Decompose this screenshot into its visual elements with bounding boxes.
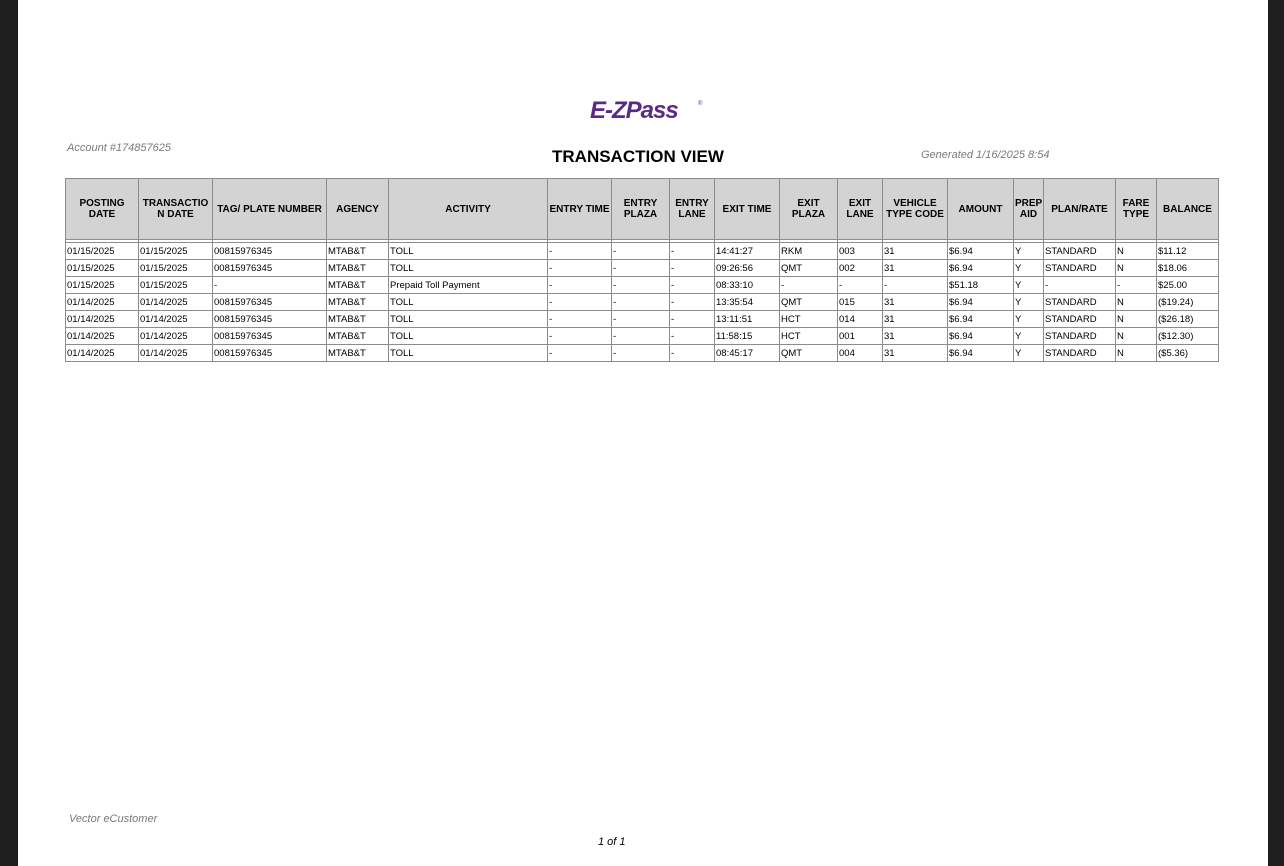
- table-cell: N: [1116, 243, 1157, 260]
- table-cell: ($5.36): [1157, 345, 1219, 362]
- table-cell: 01/14/2025: [66, 345, 139, 362]
- table-cell: -: [548, 294, 612, 311]
- table-cell: 08:45:17: [715, 345, 780, 362]
- column-header: VEHICLE TYPE CODE: [883, 179, 948, 240]
- table-cell: STANDARD: [1044, 294, 1116, 311]
- table-cell: TOLL: [389, 294, 548, 311]
- table-cell: -: [612, 260, 670, 277]
- table-cell: 31: [883, 243, 948, 260]
- footer-app-name: Vector eCustomer: [69, 813, 158, 825]
- table-cell: -: [1116, 277, 1157, 294]
- table-cell: QMT: [780, 260, 838, 277]
- table-cell: -: [548, 243, 612, 260]
- table-cell: 13:11:51: [715, 311, 780, 328]
- ezpass-logo: [588, 96, 708, 124]
- table-cell: 14:41:27: [715, 243, 780, 260]
- table-cell: 00815976345: [213, 260, 327, 277]
- table-cell: 13:35:54: [715, 294, 780, 311]
- table-cell: 01/14/2025: [66, 294, 139, 311]
- table-cell: TOLL: [389, 345, 548, 362]
- table-row: [66, 311, 1219, 328]
- table-cell: 00815976345: [213, 311, 327, 328]
- table-row: [66, 345, 1219, 362]
- table-cell: ($12.30): [1157, 328, 1219, 345]
- table-cell: TOLL: [389, 243, 548, 260]
- table-row: [66, 294, 1219, 311]
- table-row: [66, 328, 1219, 345]
- table-cell: Y: [1014, 243, 1044, 260]
- table-cell: 01/14/2025: [139, 311, 213, 328]
- table-cell: $6.94: [948, 311, 1014, 328]
- table-cell: ($19.24): [1157, 294, 1219, 311]
- table-cell: STANDARD: [1044, 345, 1116, 362]
- table-cell: MTAB&T: [327, 311, 389, 328]
- table-cell: STANDARD: [1044, 328, 1116, 345]
- page-title: TRANSACTION VIEW: [552, 147, 724, 166]
- table-cell: 00815976345: [213, 294, 327, 311]
- table-cell: -: [780, 277, 838, 294]
- column-header: ACTIVITY: [389, 179, 548, 240]
- table-cell: -: [670, 260, 715, 277]
- table-cell: 014: [838, 311, 883, 328]
- column-header: ENTRY TIME: [548, 179, 612, 240]
- table-cell: 31: [883, 260, 948, 277]
- table-cell: 01/14/2025: [66, 328, 139, 345]
- table-cell: 00815976345: [213, 328, 327, 345]
- table-cell: MTAB&T: [327, 243, 389, 260]
- table-cell: Prepaid Toll Payment: [389, 277, 548, 294]
- svg-text:®: ®: [698, 101, 703, 107]
- column-header: ENTRY LANE: [670, 179, 715, 240]
- table-cell: MTAB&T: [327, 277, 389, 294]
- table-cell: -: [670, 328, 715, 345]
- table-cell: 08:33:10: [715, 277, 780, 294]
- table-cell: 01/15/2025: [66, 260, 139, 277]
- page-number: 1 of 1: [598, 836, 626, 848]
- table-cell: 00815976345: [213, 345, 327, 362]
- generated-timestamp: Generated 1/16/2025 8:54: [921, 149, 1050, 161]
- table-cell: -: [838, 277, 883, 294]
- table-cell: Y: [1014, 277, 1044, 294]
- table-cell: Y: [1014, 328, 1044, 345]
- column-header: POSTING DATE: [66, 179, 139, 240]
- table-cell: STANDARD: [1044, 260, 1116, 277]
- table-cell: 31: [883, 345, 948, 362]
- table-cell: -: [213, 277, 327, 294]
- table-cell: $6.94: [948, 328, 1014, 345]
- table-cell: -: [670, 277, 715, 294]
- table-cell: -: [548, 345, 612, 362]
- table-cell: MTAB&T: [327, 260, 389, 277]
- table-cell: RKM: [780, 243, 838, 260]
- table-cell: -: [612, 345, 670, 362]
- table-cell: $6.94: [948, 243, 1014, 260]
- table-cell: MTAB&T: [327, 345, 389, 362]
- table-cell: -: [548, 328, 612, 345]
- table-cell: -: [670, 311, 715, 328]
- table-cell: -: [612, 328, 670, 345]
- column-header: EXIT LANE: [838, 179, 883, 240]
- column-header: TAG/ PLATE NUMBER: [213, 179, 327, 240]
- table-cell: -: [1044, 277, 1116, 294]
- table-cell: TOLL: [389, 260, 548, 277]
- table-row: [66, 260, 1219, 277]
- table-cell: 01/14/2025: [139, 345, 213, 362]
- table-cell: HCT: [780, 328, 838, 345]
- table-cell: -: [548, 277, 612, 294]
- table-cell: $25.00: [1157, 277, 1219, 294]
- table-cell: STANDARD: [1044, 311, 1116, 328]
- column-header: TRANSACTIO N DATE: [139, 179, 213, 240]
- table-cell: HCT: [780, 311, 838, 328]
- table-cell: 01/14/2025: [139, 294, 213, 311]
- table-cell: 01/15/2025: [139, 243, 213, 260]
- table-cell: -: [548, 311, 612, 328]
- table-cell: 31: [883, 328, 948, 345]
- table-cell: Y: [1014, 311, 1044, 328]
- table-header-row: [66, 179, 1219, 240]
- table-cell: 01/15/2025: [66, 243, 139, 260]
- table-cell: 01/15/2025: [139, 277, 213, 294]
- table-cell: 09:26:56: [715, 260, 780, 277]
- table-cell: $18.06: [1157, 260, 1219, 277]
- table-cell: Y: [1014, 294, 1044, 311]
- viewer-frame-left: [0, 0, 18, 866]
- table-cell: -: [670, 345, 715, 362]
- document-page: [18, 0, 1268, 866]
- column-header: AGENCY: [327, 179, 389, 240]
- table-cell: 31: [883, 294, 948, 311]
- table-cell: 015: [838, 294, 883, 311]
- table-cell: 003: [838, 243, 883, 260]
- account-number: Account #174857625: [67, 142, 171, 154]
- table-cell: 00815976345: [213, 243, 327, 260]
- table-cell: Y: [1014, 260, 1044, 277]
- table-cell: 001: [838, 328, 883, 345]
- table-cell: 11:58:15: [715, 328, 780, 345]
- table-cell: -: [612, 243, 670, 260]
- column-header: EXIT PLAZA: [780, 179, 838, 240]
- table-row: [66, 243, 1219, 260]
- column-header: ENTRY PLAZA: [612, 179, 670, 240]
- table-cell: -: [612, 294, 670, 311]
- table-cell: -: [670, 243, 715, 260]
- table-cell: MTAB&T: [327, 294, 389, 311]
- table-cell: -: [548, 260, 612, 277]
- column-header: AMOUNT: [948, 179, 1014, 240]
- table-cell: $51.18: [948, 277, 1014, 294]
- table-cell: 31: [883, 311, 948, 328]
- table-cell: N: [1116, 328, 1157, 345]
- viewer-frame-right: [1268, 0, 1284, 866]
- column-header: EXIT TIME: [715, 179, 780, 240]
- table-cell: -: [670, 294, 715, 311]
- table-cell: -: [883, 277, 948, 294]
- table-cell: QMT: [780, 345, 838, 362]
- table-row: [66, 277, 1219, 294]
- table-cell: 01/14/2025: [66, 311, 139, 328]
- table-cell: 01/15/2025: [139, 260, 213, 277]
- table-cell: N: [1116, 345, 1157, 362]
- table-cell: $11.12: [1157, 243, 1219, 260]
- table-cell: 01/15/2025: [66, 277, 139, 294]
- column-header: BALANCE: [1157, 179, 1219, 240]
- table-cell: 002: [838, 260, 883, 277]
- column-header: PREP AID: [1014, 179, 1044, 240]
- table-cell: $6.94: [948, 294, 1014, 311]
- table-cell: $6.94: [948, 345, 1014, 362]
- table-cell: 01/14/2025: [139, 328, 213, 345]
- table-cell: N: [1116, 311, 1157, 328]
- table-cell: N: [1116, 260, 1157, 277]
- table-cell: N: [1116, 294, 1157, 311]
- table-cell: -: [612, 311, 670, 328]
- table-cell: TOLL: [389, 311, 548, 328]
- table-cell: 004: [838, 345, 883, 362]
- table-cell: Y: [1014, 345, 1044, 362]
- table-cell: TOLL: [389, 328, 548, 345]
- column-header: FARE TYPE: [1116, 179, 1157, 240]
- table-cell: STANDARD: [1044, 243, 1116, 260]
- table-cell: $6.94: [948, 260, 1014, 277]
- table-cell: ($26.18): [1157, 311, 1219, 328]
- column-header: PLAN/RATE: [1044, 179, 1116, 240]
- svg-text:E-ZPass: E-ZPass: [590, 97, 678, 124]
- table-cell: QMT: [780, 294, 838, 311]
- table-cell: -: [612, 277, 670, 294]
- table-cell: MTAB&T: [327, 328, 389, 345]
- transaction-table: [65, 178, 1219, 362]
